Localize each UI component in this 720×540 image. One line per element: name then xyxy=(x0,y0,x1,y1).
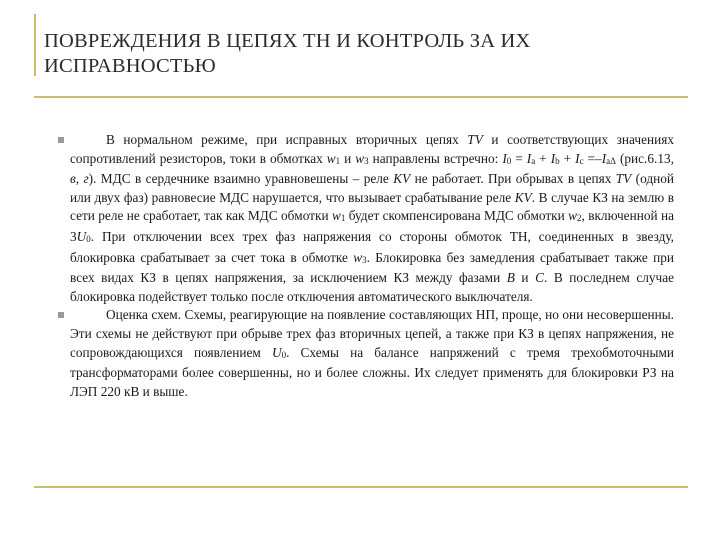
bullet-square-icon xyxy=(58,137,64,143)
bullet-square-icon xyxy=(58,312,64,318)
paragraph-2: Оценка схем. Схемы, реагирующие на появление составляющих НП, проще, но они несовершенны. Эти схемы не действуют при обрыве трех фаз вторичных цепей, а также при КЗ в цепях напряжения, не сопровождающихся появлением U0. Схемы на балансе напряжений с тремя трехобмоточными трансформаторами более совершенны, но и более сложны. Их следует применять для блокировки РЗ на ЛЭП 220 кВ и выше. xyxy=(70,306,674,401)
title-accent-line xyxy=(34,14,36,76)
slide-body xyxy=(70,131,674,401)
page-title: ПОВРЕЖДЕНИЯ В ЦЕПЯХ ТН И КОНТРОЛЬ ЗА ИХ ИСПРАВНОСТЬЮ xyxy=(44,30,531,77)
title-divider xyxy=(34,96,688,98)
paragraph-1: В нормальном режиме, при исправных вторичных цепях TV и соответствующих значениях сопротивлений резисторов, токи в обмотках w1 и w3 направлены встречно: I0 = Ia + Ib + Ic =–IaΔ (рис.6.13, в, г). МДС в сердечнике взаимно уравновешены – реле KV не работает. При обрывах в цепях TV (одной или двух фаз) равновесие МДС нарушается, что вызывает срабатывание реле KV. В случае КЗ на землю в сети реле не сработает, так как МДС обмотки w1 будет скомпенсирована МДС обмотки w2, включенной на 3U0. При отключении всех трех фаз напряжения со стороны обмоток ТН, соединенных в звезду, блокировка срабатывает за счет тока в обмотке w3. Блокировка без замедления срабатывает также при всех видах КЗ в цепях напряжения, за исключением КЗ между фазами B и C. В последнем случае блокировка подействует только после отключения автоматического выключателя. xyxy=(70,131,674,306)
footer-divider xyxy=(34,486,688,488)
